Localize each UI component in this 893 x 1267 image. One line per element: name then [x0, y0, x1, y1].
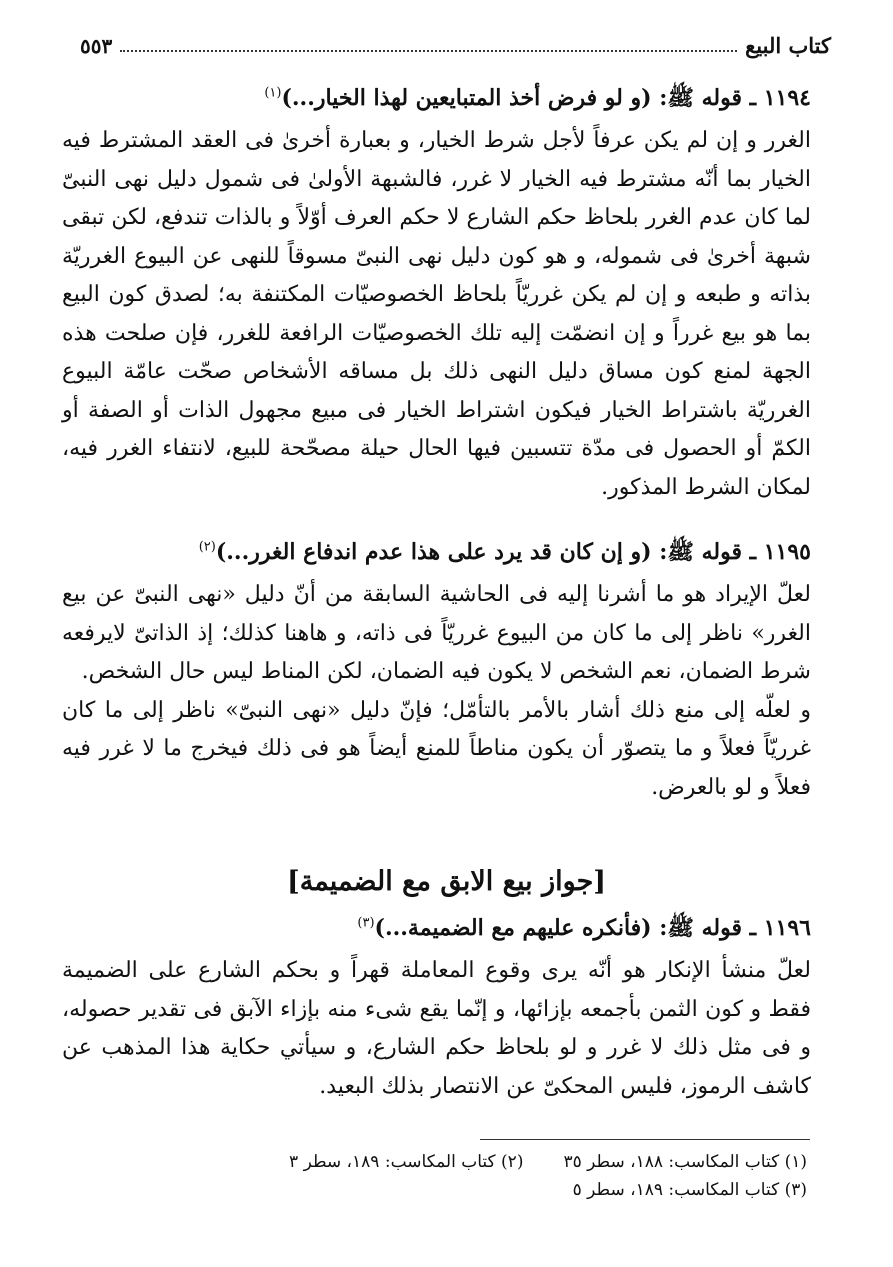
footnote-2: (٢) كتاب المكاسب: ١٨٩، سطر ٣ [289, 1152, 524, 1172]
footnote-ref: (١) [264, 85, 282, 101]
footnote-ref: (٣) [357, 915, 375, 931]
section-heading: ١١٩٤ ـ قوله ﷺ: (و لو فرض أخذ المتبايعين لهذا الخيار...)$^{(١)}$ [264, 85, 811, 111]
footnote-3: (٣) كتاب المكاسب: ١٨٩، سطر ٥ [572, 1180, 807, 1200]
paragraph: الغرر و إن لم يكن عرفاً لأجل شرط الخيار، و بعبارة أخرىٰ فى العقد المشترط فيه الخيار بما أنّه مشترط فيه الخيار لا غرر، فالشبهة الأولىٰ فى شمول دليل نهى النبىّ لما كان عدم الغرر بلحاظ حكم الشارع لا حكم العرف أوّلاً و بالذات تندفع، لكن تبقى شبهة أخرىٰ فى شموله، و هو كون دليل نهى النبىّ مسوقاً للنهى عن البيوع الغرريّة بذاته و طبعه و إن لم يكن غرريّاً بلحاظ الخصوصيّات المكتنفة به؛ لصدق كون البيع بما هو بيع غرراً و إن انضمّت إليه تلك الخصوصيّات الرافعة للغرر، فإن صلحت هذه الجهة لمنع كون مساق دليل النهى ذلك بل مساقه الأشخاص صحّت عامّة البيوع الغرريّة باشتراط الخيار فيكون اشتراط الخيار فى مبيع مجهول الذات أو الصفة أو الكمّ أو الحصول فى مدّة تتسبين فيها الحال حيلة مصحّحة للبيع، لانتفاء الغرر فيه، لمكان الشرط المذكور. [62, 128, 811, 500]
section-1196 [62, 914, 811, 1106]
footnote-ref: (٢) [198, 539, 216, 555]
footnote-row [150, 1148, 807, 1176]
paragraph: و لعلّه إلى منع ذلك أشار بالأمر بالتأمّل؛ فإنّ دليل «نهى النبىّ» ناظر إلى ما كان غرريّاً فعلاً و ما يتصوّر أن يكون مناطاً للمنع أيضاً هو فى ذلك فيخرج ما لا غرر فيه فعلاً و لو بالعرض. [62, 697, 811, 800]
running-title: كتاب البيع [745, 33, 831, 58]
section-1195 [62, 538, 811, 807]
paragraph: لعلّ الإيراد هو ما أشرنا إليه فى الحاشية السابقة من أنّ دليل «نهى النبىّ عن بيع الغرر» ناظر إلى ما كان من البيوع غرريّاً فى ذاته، و هاهنا كذلك؛ إذ الذاتىّ لايرفعه شرط الضمان، نعم الشخص لا يكون فيه الضمان، لكن المناط ليس حال الشخص. [62, 582, 811, 684]
section-heading: ١١٩٦ ـ قوله ﷺ: (فأنكره عليهم مع الضميمة...)$^{(٣)}$ [357, 915, 811, 941]
footnote-divider [480, 1139, 810, 1140]
footnote-1: (١) كتاب المكاسب: ١٨٨، سطر ٣٥ [563, 1152, 807, 1172]
paragraph: لعلّ منشأ الإنكار هو أنّه يرى وقوع المعاملة قهراً و بحكم الشارع على الضميمة فقط و كون الثمن بأجمعه بإزائها، و إنّما يقع شىء منه بإزاء الآبق فى تقدير حصوله، و فى مثل ذلك لا غرر و لو بلحاظ حكم الشارع، و سيأتي حكاية هذا المذهب عن كاشف الرموز، فليس المحكىّ عن الانتصار بذلك البعيد. [62, 958, 811, 1099]
footnotes [150, 1148, 807, 1204]
page-number: ٥٥٣ [80, 34, 113, 58]
page-header [80, 28, 831, 58]
leader-dots [120, 50, 737, 52]
section-heading: ١١٩٥ ـ قوله ﷺ: (و إن كان قد يرد على هذا عدم اندفاع الغرر...)$^{(٢)}$ [198, 539, 811, 565]
section-title: [جواز بيع الابق مع الضميمة] [286, 866, 607, 897]
section-1194 [62, 84, 811, 507]
